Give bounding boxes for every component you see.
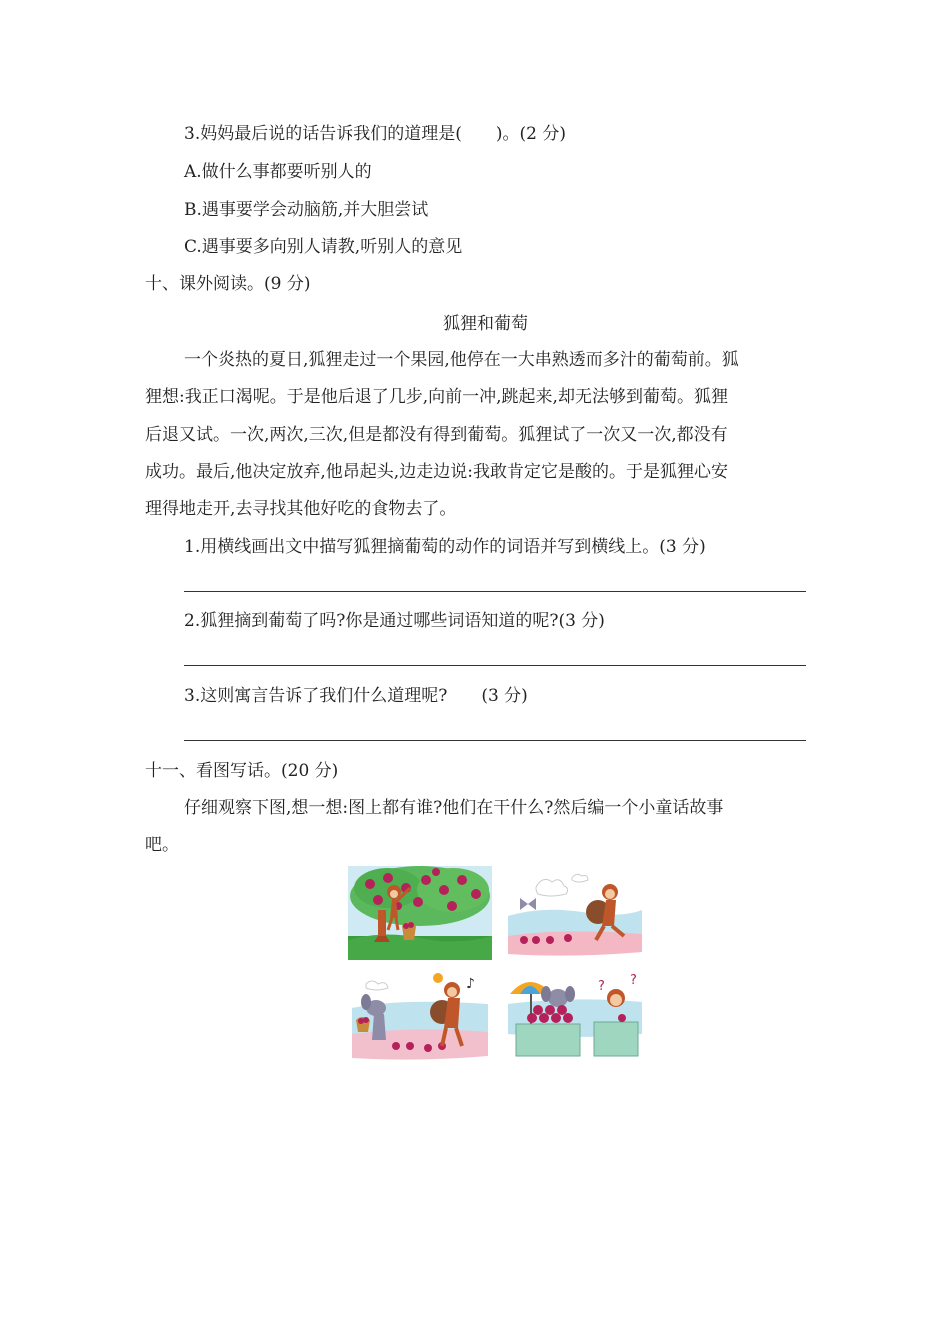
comic-panel-1 [348, 866, 492, 960]
prompt-line: 仔细观察下图,想一想:图上都有谁?他们在干什么?然后编一个小童话故事 [184, 798, 724, 818]
answer-line-2[interactable] [184, 665, 806, 666]
option-a: A.做什么事都要听别人的 [184, 162, 372, 182]
option-c: C.遇事要多向别人请教,听别人的意见 [184, 237, 463, 257]
music-note-icon: ♪ [466, 976, 475, 992]
question-10-1: 1.用横线画出文中描写狐狸摘葡萄的动作的词语并写到横线上。(3 分) [184, 537, 706, 557]
question-9-3: 3.妈妈最后说的话告诉我们的道理是( )。(2 分) [184, 124, 566, 144]
question-10-2: 2.狐狸摘到葡萄了吗?你是通过哪些词语知道的呢?(3 分) [184, 611, 605, 631]
story-line: 后退又试。一次,两次,三次,但是都没有得到葡萄。狐狸试了一次又一次,都没有 [145, 425, 728, 445]
story-line: 狸想:我正口渴呢。于是他后退了几步,向前一冲,跳起来,却无法够到葡萄。狐狸 [145, 387, 728, 407]
story-line: 一个炎热的夏日,狐狸走过一个果园,他停在一大串熟透而多汁的葡萄前。狐 [184, 350, 739, 370]
section-11-heading: 十一、看图写话。(20 分) [145, 761, 339, 781]
comic-panel-3 [348, 968, 492, 1062]
comic-illustration [344, 862, 648, 1062]
answer-line-1[interactable] [184, 591, 806, 592]
story-line: 理得地走开,去寻找其他好吃的食物去了。 [145, 499, 457, 519]
question-mark-icon: ? [598, 979, 605, 994]
question-mark-icon: ? [630, 973, 637, 988]
story-title: 狐狸和葡萄 [443, 314, 528, 334]
question-10-3: 3.这则寓言告诉了我们什么道理呢? (3 分) [184, 686, 528, 706]
option-b: B.遇事要学会动脑筋,并大胆尝试 [184, 200, 429, 220]
section-10-heading: 十、课外阅读。(9 分) [145, 274, 311, 294]
story-line: 成功。最后,他决定放弃,他昂起头,边走边说:我敢肯定它是酸的。于是狐狸心安 [145, 462, 728, 482]
prompt-line: 吧。 [145, 835, 179, 855]
comic-panel-4 [502, 968, 646, 1062]
answer-line-3[interactable] [184, 740, 806, 741]
comic-panel-2 [502, 866, 646, 960]
